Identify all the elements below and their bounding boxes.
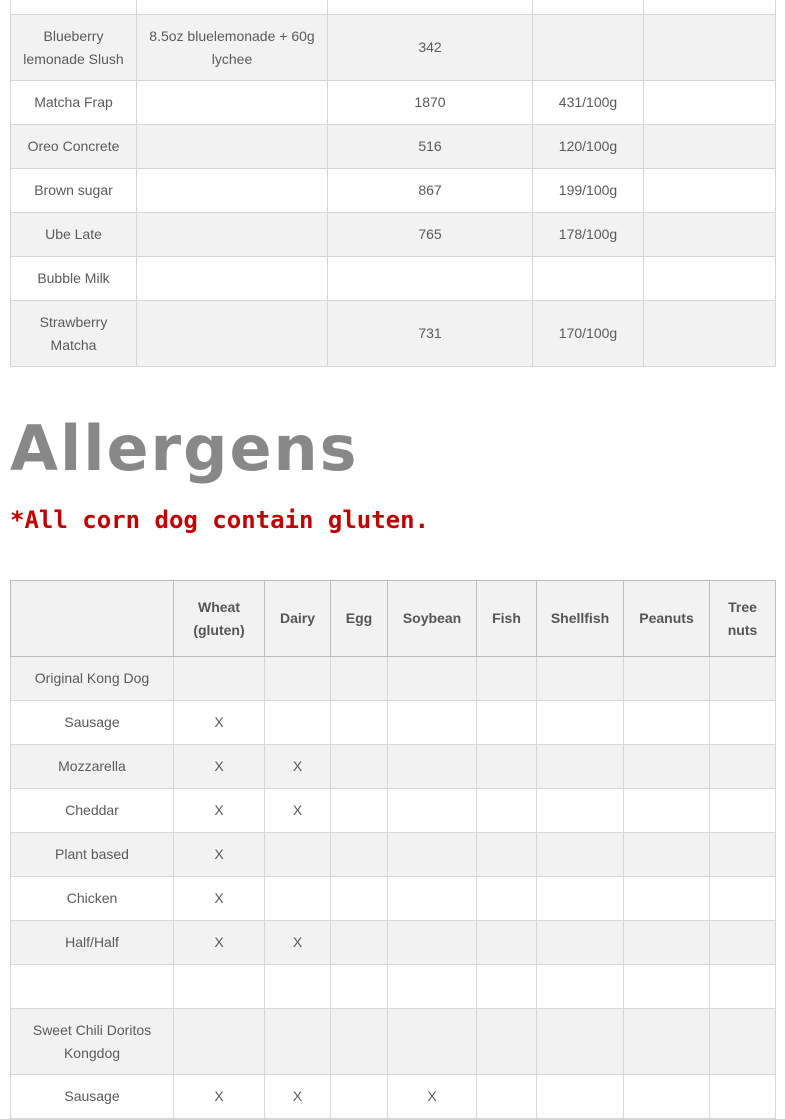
allergen-cell: [710, 965, 776, 1009]
allergen-cell: [388, 701, 477, 745]
allergen-cell: [174, 1009, 265, 1075]
drink-description: [137, 301, 328, 367]
drink-name: [11, 0, 137, 15]
table-row: [11, 169, 776, 213]
allergen-cell: [624, 877, 710, 921]
drink-calories-per-100g: 178/100g: [533, 213, 644, 257]
drink-description: [137, 0, 328, 15]
allergen-cell: X: [265, 745, 331, 789]
allergen-cell: [477, 1009, 537, 1075]
table-row: [11, 81, 776, 125]
allergen-cell: [388, 833, 477, 877]
allergen-cell: [710, 877, 776, 921]
drink-calories-per-100g: [533, 257, 644, 301]
drink-calories: [328, 0, 533, 15]
allergen-cell: [388, 965, 477, 1009]
allergens-heading: Allergens: [10, 412, 359, 485]
allergen-cell: X: [388, 1075, 477, 1119]
allergen-cell: [477, 965, 537, 1009]
allergen-cell: X: [265, 1075, 331, 1119]
drink-name: Strawberry Matcha: [11, 301, 137, 367]
allergen-cell: [710, 1009, 776, 1075]
allergens-table: [10, 580, 776, 1119]
header-item: [11, 581, 174, 657]
allergen-cell: X: [265, 789, 331, 833]
allergen-cell: [477, 657, 537, 701]
drink-calories-per-100g: 431/100g: [533, 81, 644, 125]
table-row: [11, 877, 776, 921]
allergen-cell: [331, 701, 388, 745]
allergen-cell: X: [174, 789, 265, 833]
drink-description: [137, 257, 328, 301]
drink-calories-per-100g: 199/100g: [533, 169, 644, 213]
allergen-cell: X: [174, 701, 265, 745]
allergen-cell: [331, 965, 388, 1009]
drink-calories: [328, 257, 533, 301]
allergen-cell: [710, 745, 776, 789]
table-row: [11, 257, 776, 301]
header-tree-nuts: Tree nuts: [710, 581, 776, 657]
allergen-cell: X: [174, 1075, 265, 1119]
allergen-cell: [537, 1075, 624, 1119]
allergen-cell: [265, 1009, 331, 1075]
allergen-cell: [710, 789, 776, 833]
allergen-cell: [537, 1009, 624, 1075]
allergen-cell: [624, 789, 710, 833]
allergen-cell: [265, 833, 331, 877]
allergen-cell: [537, 657, 624, 701]
allergen-cell: [388, 1009, 477, 1075]
allergen-cell: [265, 965, 331, 1009]
allergen-cell: [331, 657, 388, 701]
allergen-cell: [331, 921, 388, 965]
drink-extra: [644, 257, 776, 301]
item-name: Sweet Chili Doritos Kongdog: [11, 1009, 174, 1075]
drink-extra: [644, 81, 776, 125]
allergen-cell: X: [174, 877, 265, 921]
allergen-cell: [624, 1075, 710, 1119]
drink-description: [137, 213, 328, 257]
allergen-cell: [710, 657, 776, 701]
drink-name: Matcha Frap: [11, 81, 137, 125]
header-soybean: Soybean: [388, 581, 477, 657]
allergen-cell: [388, 877, 477, 921]
item-name: Original Kong Dog: [11, 657, 174, 701]
allergen-cell: [477, 745, 537, 789]
drink-calories-per-100g: [533, 15, 644, 81]
allergen-cell: [624, 701, 710, 745]
drink-calories: 765: [328, 213, 533, 257]
allergen-cell: [624, 745, 710, 789]
header-shellfish: Shellfish: [537, 581, 624, 657]
allergen-cell: [477, 833, 537, 877]
table-row: [11, 657, 776, 701]
allergen-cell: [265, 657, 331, 701]
drink-name: Ube Late: [11, 213, 137, 257]
allergen-cell: [331, 1075, 388, 1119]
drink-extra: [644, 169, 776, 213]
allergen-cell: [388, 921, 477, 965]
nutrition-table: [10, 0, 776, 367]
table-row: [11, 213, 776, 257]
allergen-cell: [710, 701, 776, 745]
allergen-cell: [624, 833, 710, 877]
item-name: Sausage: [11, 1075, 174, 1119]
allergen-cell: [537, 833, 624, 877]
header-peanuts: Peanuts: [624, 581, 710, 657]
allergen-cell: X: [265, 921, 331, 965]
drink-calories: 516: [328, 125, 533, 169]
header-fish: Fish: [477, 581, 537, 657]
drink-calories: 867: [328, 169, 533, 213]
drink-description: [137, 169, 328, 213]
item-name: Plant based: [11, 833, 174, 877]
table-row: [11, 1009, 776, 1075]
allergen-cell: [537, 701, 624, 745]
drink-calories: 731: [328, 301, 533, 367]
table-row: [11, 301, 776, 367]
table-row: [11, 0, 776, 15]
allergen-cell: [710, 1075, 776, 1119]
allergen-cell: [624, 921, 710, 965]
drink-name: Blueberry lemonade Slush: [11, 15, 137, 81]
allergen-cell: [537, 745, 624, 789]
allergen-cell: X: [174, 921, 265, 965]
table-row: [11, 745, 776, 789]
item-name: [11, 965, 174, 1009]
drink-extra: [644, 15, 776, 81]
item-name: Mozzarella: [11, 745, 174, 789]
allergen-cell: X: [174, 833, 265, 877]
allergen-cell: [477, 1075, 537, 1119]
item-name: Cheddar: [11, 789, 174, 833]
drink-extra: [644, 213, 776, 257]
item-name: Half/Half: [11, 921, 174, 965]
table-row: [11, 789, 776, 833]
drink-extra: [644, 125, 776, 169]
allergen-cell: X: [174, 745, 265, 789]
table-row: [11, 965, 776, 1009]
allergen-cell: [537, 921, 624, 965]
allergen-cell: [477, 877, 537, 921]
drink-description: [137, 81, 328, 125]
allergen-cell: [174, 657, 265, 701]
allergens-header-row: [11, 581, 776, 657]
header-egg: Egg: [331, 581, 388, 657]
drink-name: Brown sugar: [11, 169, 137, 213]
table-row: [11, 15, 776, 81]
allergen-cell: [331, 745, 388, 789]
allergen-cell: [477, 789, 537, 833]
header-wheat: Wheat (gluten): [174, 581, 265, 657]
allergen-cell: [265, 877, 331, 921]
item-name: Chicken: [11, 877, 174, 921]
table-row: [11, 125, 776, 169]
header-dairy: Dairy: [265, 581, 331, 657]
allergen-cell: [388, 745, 477, 789]
allergen-cell: [388, 657, 477, 701]
drink-name: Bubble Milk: [11, 257, 137, 301]
allergen-cell: [710, 921, 776, 965]
drink-name: Oreo Concrete: [11, 125, 137, 169]
drink-calories: 342: [328, 15, 533, 81]
drink-description: [137, 125, 328, 169]
drink-description: 8.5oz bluelemonade + 60g lychee: [137, 15, 328, 81]
allergen-cell: [624, 965, 710, 1009]
drink-calories-per-100g: 170/100g: [533, 301, 644, 367]
allergen-cell: [265, 701, 331, 745]
allergen-cell: [537, 965, 624, 1009]
item-name: Sausage: [11, 701, 174, 745]
table-row: [11, 701, 776, 745]
gluten-note: *All corn dog contain gluten.: [10, 506, 430, 534]
drink-calories: 1870: [328, 81, 533, 125]
allergen-cell: [331, 789, 388, 833]
allergen-cell: [624, 657, 710, 701]
allergen-cell: [710, 833, 776, 877]
allergen-cell: [388, 789, 477, 833]
allergen-cell: [477, 921, 537, 965]
drink-calories-per-100g: [533, 0, 644, 15]
table-row: [11, 1075, 776, 1119]
allergen-cell: [537, 877, 624, 921]
allergen-cell: [537, 789, 624, 833]
drink-extra: [644, 301, 776, 367]
allergen-cell: [331, 1009, 388, 1075]
drink-calories-per-100g: 120/100g: [533, 125, 644, 169]
drink-extra: [644, 0, 776, 15]
allergen-cell: [331, 877, 388, 921]
allergen-cell: [477, 701, 537, 745]
table-row: [11, 921, 776, 965]
allergen-cell: [624, 1009, 710, 1075]
table-row: [11, 833, 776, 877]
allergen-cell: [331, 833, 388, 877]
allergen-cell: [174, 965, 265, 1009]
